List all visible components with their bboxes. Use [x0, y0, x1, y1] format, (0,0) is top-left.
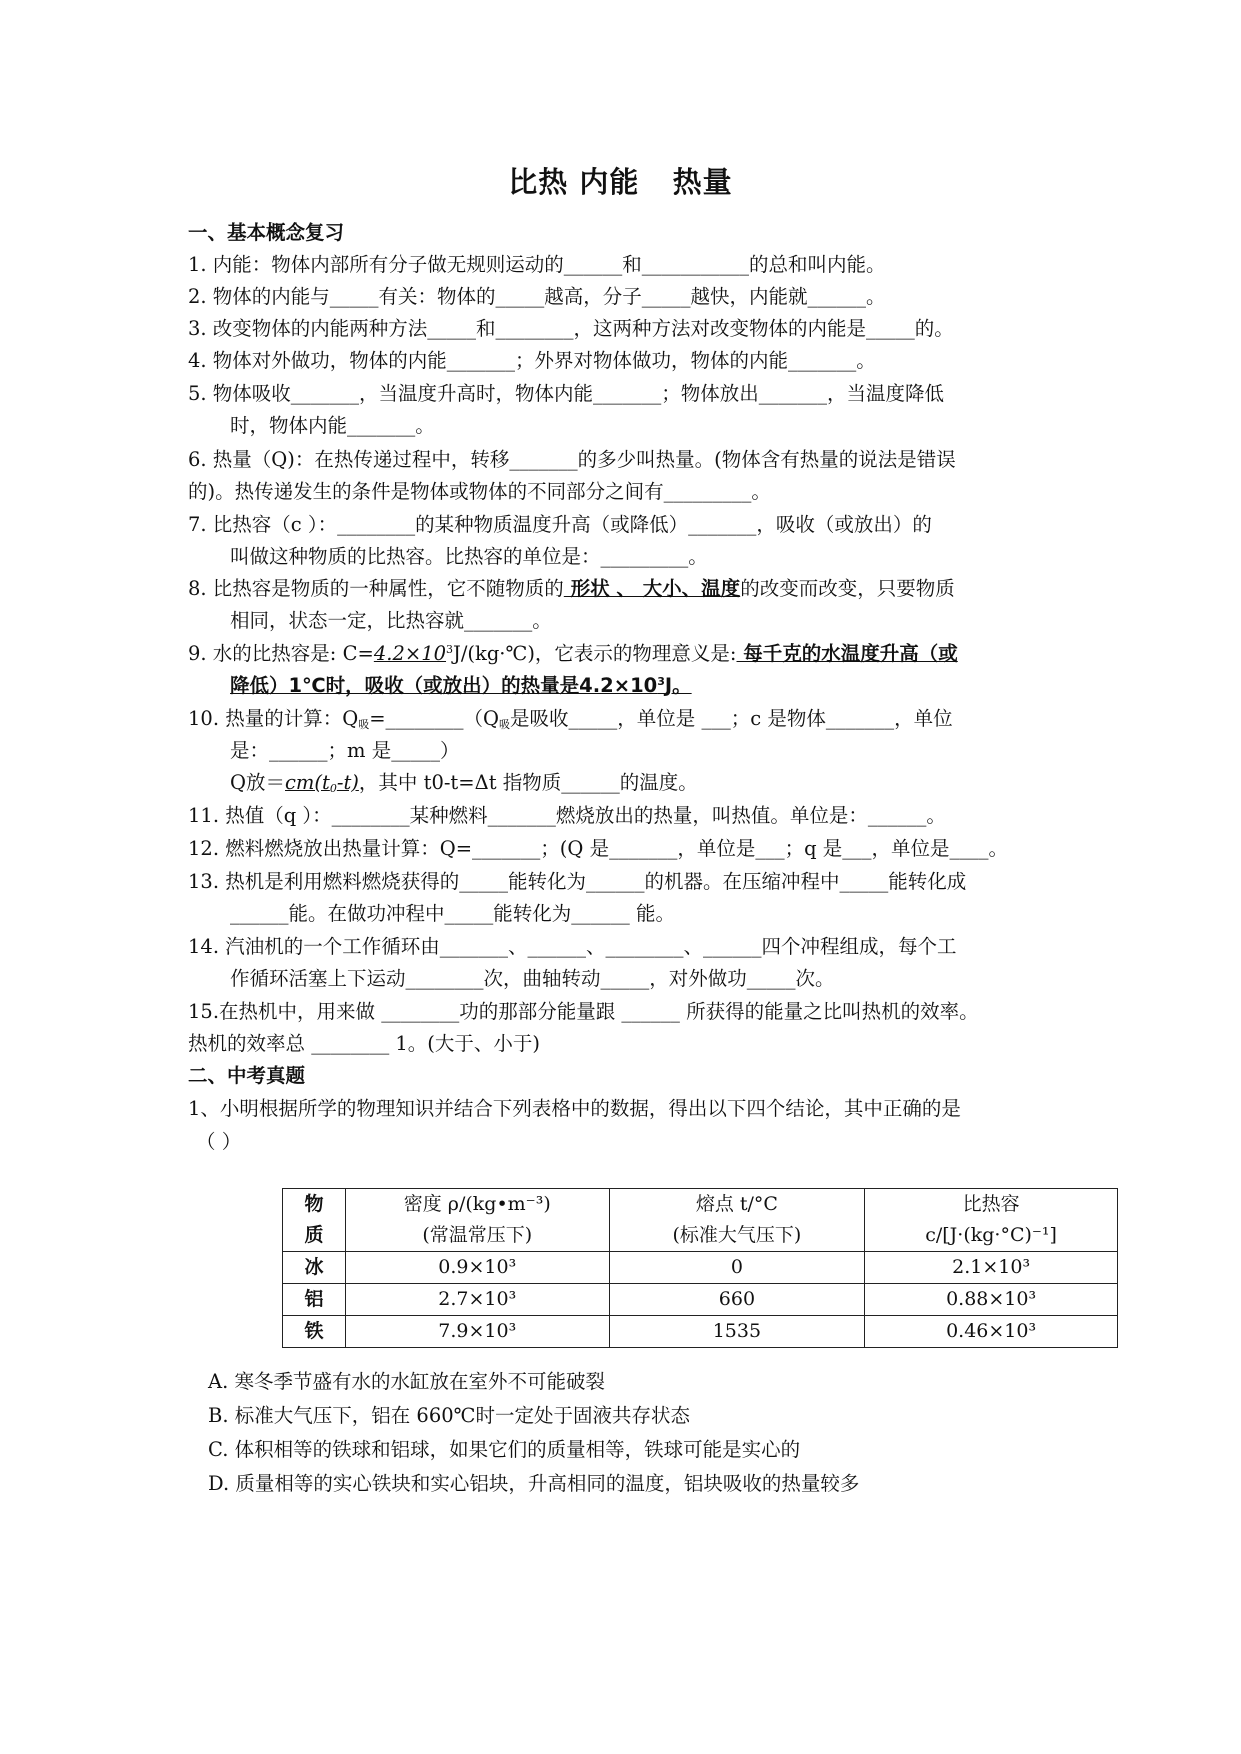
table-header-row-1 [283, 1189, 1118, 1221]
question-15-line-2: 热机的效率总 ________ 1。(大于、小于) [188, 1032, 541, 1055]
question-10-sub-absorb-2: 吸 [499, 718, 511, 731]
table-row [283, 1284, 1118, 1316]
question-13-line-1: 13. 热机是利用燃料燃烧获得的_____能转化为______的机器。在压缩冲程中_____能转化成 [188, 870, 967, 893]
option-d: D. 质量相等的实心铁块和实心铝块，升高相同的温度，铝块吸收的热量较多 [208, 1472, 860, 1495]
table-header-cell: c/[J·(kg·°C)⁻¹] [865, 1220, 1118, 1252]
table-cell: 2.7×10³ [345, 1284, 609, 1316]
question-10-formula-sub: 0 [329, 782, 337, 795]
question-8-keywords: 形状 、 大小、温度 [563, 577, 741, 600]
question-7-line-2: 叫做这种物质的比热容。比热容的单位是：_________。 [230, 545, 708, 568]
table-cell-material: 铁 [283, 1316, 346, 1348]
question-5-line-1: 5. 物体吸收_______，当温度升高时，物体内能_______；物体放出_______，当温度降低 [188, 382, 945, 405]
table-cell-material: 冰 [283, 1252, 346, 1284]
table-row [283, 1316, 1118, 1348]
question-8-line-1 [188, 574, 955, 604]
question-6-line-2: 的)。热传递发生的条件是物体或物体的不同部分之间有_________。 [188, 480, 771, 503]
question-10-text-c: 是吸收_____，单位是 ___；c 是物体_______，单位 [510, 707, 953, 730]
question-10-formula-a: cm(t [285, 771, 330, 794]
option-b: B. 标准大气压下，铝在 660℃时一定处于固液共存状态 [208, 1404, 690, 1427]
question-7-line-1: 7. 比热容（c ）：________的某种物质温度升高（或降低）_______，吸收（或放出）的 [188, 513, 932, 536]
question-13-line-2: ______能。在做功冲程中_____能转化为______ 能。 [230, 902, 675, 925]
question-9-text-pre: 9. 水的比热容是: C= [188, 642, 374, 665]
table-cell: 660 [609, 1284, 865, 1316]
option-c: C. 体积相等的铁球和铝球，如果它们的质量相等，铁球可能是实心的 [208, 1438, 801, 1461]
table-header-cell: (常温常压下) [345, 1220, 609, 1252]
exam-question-1-line-1: 1、小明根据所学的物理知识并结合下列表格中的数据，得出以下四个结论，其中正确的是 [188, 1097, 961, 1120]
table-cell: 0.88×10³ [865, 1284, 1118, 1316]
table-cell: 0 [609, 1252, 865, 1284]
question-6-line-1: 6. 热量（Q)：在热传递过程中，转移_______的多少叫热量。(物体含有热量的说法是错误 [188, 448, 956, 471]
question-8-text-pre: 8. 比热容是物质的一种属性，它不随物质的 [188, 577, 564, 600]
section-heading-exam-questions: 二、中考真题 [188, 1064, 306, 1087]
page-title: 比热 内能 热量 [508, 165, 733, 199]
question-15-line-1: 15.在热机中，用来做 ________功的那部分能量跟 ______ 所获得的能量之比叫热机的效率。 [188, 1000, 979, 1023]
question-9-value: 4.2×10 [373, 642, 447, 665]
question-9-meaning-cont: 降低）1℃时，吸收（或放出）的热量是4.2×10 [230, 674, 658, 697]
table-cell: 7.9×10³ [345, 1316, 609, 1348]
question-9-meaning: 每千克的水温度升高（或 [736, 642, 958, 665]
option-a: A. 寒冬季节盛有水的水缸放在室外不可能破裂 [208, 1370, 605, 1393]
question-4: 4. 物体对外做功，物体的内能_______；外界对物体做功，物体的内能_______。 [188, 349, 876, 372]
question-10-text-b: =________（Q [369, 707, 500, 730]
table-header-row-2 [283, 1220, 1118, 1252]
question-10-text-a: 10. 热量的计算：Q [188, 707, 359, 730]
question-9-exponent: 3 [446, 643, 454, 656]
table-header-cell: (标准大气压下) [609, 1220, 865, 1252]
table-header-cell: 质 [283, 1220, 346, 1252]
question-5-line-2: 时，物体内能_______。 [230, 414, 435, 437]
exam-question-1-answer-bracket: （ ） [196, 1130, 242, 1153]
question-10-line-2: 是：______；m 是_____） [230, 739, 460, 762]
table-cell: 2.1×10³ [865, 1252, 1118, 1284]
question-9-line-1 [188, 639, 958, 669]
question-14-line-2: 作循环活塞上下运动________次，曲轴转动_____，对外做功_____次。 [230, 967, 835, 990]
table-header-cell: 密度 ρ/(kg•m⁻³) [345, 1189, 609, 1221]
question-8-line-2: 相同，状态一定，比热容就_______。 [230, 609, 552, 632]
question-9-meaning-exponent: 3 [657, 675, 665, 688]
question-10-formula-b: -t) [336, 771, 359, 794]
question-11: 11. 热值（q ）：________某种燃料_______燃烧放出的热量，叫热值。单位是：______。 [188, 804, 946, 827]
question-14-line-1: 14. 汽油机的一个工作循环由_______、______、________、______四个冲程组成，每个工 [188, 935, 957, 958]
table-cell-material: 铝 [283, 1284, 346, 1316]
table-cell: 0.9×10³ [345, 1252, 609, 1284]
section-heading-basic-concepts: 一、基本概念复习 [188, 221, 345, 244]
materials-data-table [282, 1188, 1118, 1348]
table-header-cell: 熔点 t/°C [609, 1189, 865, 1221]
question-1: 1. 内能：物体内部所有分子做无规则运动的______和___________的总和叫内能。 [188, 253, 886, 276]
question-9-meaning-end: J。 [664, 674, 692, 697]
table-header-cell: 物 [283, 1189, 346, 1221]
question-3: 3. 改变物体的内能两种方法_____和________，这两种方法对改变物体的内能是_____的。 [188, 317, 954, 340]
question-12: 12. 燃料燃烧放出热量计算：Q=_______；(Q 是_______，单位是___；q 是___，单位是____。 [188, 837, 1009, 860]
question-10-q-release: Q放＝ [230, 771, 285, 794]
question-8-text-post: 的改变而改变，只要物质 [740, 577, 955, 600]
question-10-sub-absorb-1: 吸 [358, 718, 370, 731]
question-10-formula [285, 771, 359, 794]
question-2: 2. 物体的内能与_____有关：物体的_____越高，分子_____越快，内能就______。 [188, 285, 886, 308]
question-9-unit: J/(kg·℃)，它表示的物理意义是: [453, 642, 737, 665]
table-cell: 1535 [609, 1316, 865, 1348]
question-10-text-d: ，其中 t0-t=Δt 指物质______的温度。 [358, 771, 698, 794]
table-cell: 0.46×10³ [865, 1316, 1118, 1348]
question-10-line-1 [188, 704, 953, 734]
table-row [283, 1252, 1118, 1284]
question-10-line-3 [230, 768, 698, 798]
question-9-line-2 [230, 671, 692, 701]
table-header-cell: 比热容 [865, 1189, 1118, 1221]
